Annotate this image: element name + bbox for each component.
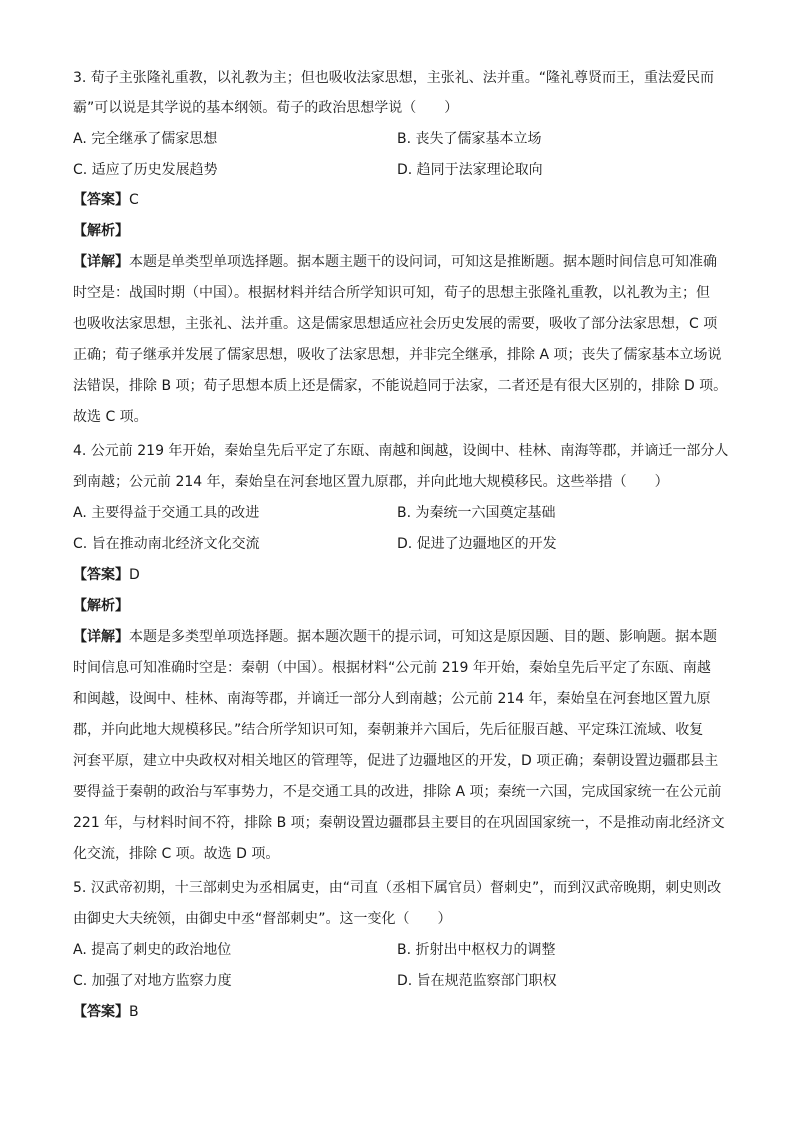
q3-detail-line-3: 也吸收法家思想，主张礼、法并重。这是儒家思想适应社会历史发展的需要，吸收了部分法家思想，C 项 (73, 316, 718, 332)
q3-detail-tag: 【详解】 (73, 254, 129, 270)
q5-stem-line-2: 由御史大夫统领，由御史中丞“督部刺史”。这一变化（ ） (73, 911, 452, 927)
q4-detail-text-1: 本题是多类型单项选择题。据本题次题干的提示词，可知这是原因题、目的题、影响题。据本题 (129, 629, 717, 645)
q4-analysis-tag: 【解析】 (73, 598, 129, 614)
q5-option-b: B. 折射出中枢权力的调整 (397, 942, 556, 958)
q4-analysis-tag-line (73, 596, 733, 616)
q5-answer-value: B (129, 1004, 139, 1020)
q4-answer-line (73, 565, 733, 585)
q4-option-d: D. 促进了边疆地区的开发 (397, 536, 557, 552)
q3-answer-value: C (129, 192, 139, 208)
q3-detail-text-1: 本题是单类型单项选择题。据本题主题干的设问词，可知这是推断题。据本题时间信息可知准确 (129, 254, 717, 270)
q4-detail-line-5: 河套平原，建立中央政权对相关地区的管理等，促进了边疆地区的开发，D 项正确；秦朝设置边疆郡县主 (73, 753, 719, 769)
q3-option-d: D. 趋同于法家理论取向 (397, 162, 543, 178)
q5-stem-line-1: 5. 汉武帝初期，十三部刺史为丞相属吏，由“司直（丞相下属官员）督刺史”，而到汉武帝晚期，刺史则改 (73, 880, 722, 896)
q3-option-c: C. 适应了历史发展趋势 (73, 162, 218, 178)
q4-detail-line-2: 时间信息可知准确时空是：秦朝（中国）。根据材料“公元前 219 年开始，秦始皇先后平定了东瓯、南越 (73, 660, 711, 676)
q4-option-b: B. 为秦统一六国奠定基础 (397, 505, 556, 521)
q5-option-a: A. 提高了刺史的政治地位 (73, 942, 232, 958)
q3-answer-line (73, 190, 733, 210)
q4-detail-line-7: 221 年，与材料时间不符，排除 B 项；秦朝设置边疆郡县主要目的在巩固国家统一，不是推动南北经济文 (73, 815, 725, 831)
q4-detail-tag: 【详解】 (73, 629, 129, 645)
q3-stem-line-2: 霸”可以说是其学说的基本纲领。荀子的政治思想学说（ ） (73, 100, 459, 116)
q3-detail-line-5: 法错误，排除 B 项；荀子思想本质上还是儒家，不能说趋同于法家，二者还是有很大区别的，排除 D 项。 (73, 378, 728, 394)
q3-detail-line-1 (73, 252, 733, 272)
q3-option-b: B. 丧失了儒家基本立场 (397, 131, 542, 147)
q4-option-a: A. 主要得益于交通工具的改进 (73, 505, 260, 521)
q3-detail-line-2: 时空是：战国时期（中国）。根据材料并结合所学知识可知，荀子的思想主张隆礼重教，以礼教为主；但 (73, 285, 710, 301)
q3-analysis-tag: 【解析】 (73, 223, 129, 239)
q4-detail-line-4: 郡，并向此地大规模移民。”结合所学知识可知，秦朝兼并六国后，先后征服百越、平定珠江流域、收复 (73, 722, 704, 738)
q4-stem-line-2: 到南越；公元前 214 年，秦始皇在河套地区置九原郡，并向此地大规模移民。这些举措（ ） (73, 474, 669, 490)
q4-stem-line-1: 4. 公元前 219 年开始，秦始皇先后平定了东瓯、南越和闽越，设闽中、桂林、南海等郡，并谪迁一部分人 (73, 443, 729, 459)
q3-detail-line-6: 故选 C 项。 (73, 409, 148, 425)
q5-option-d: D. 旨在规范监察部门职权 (397, 973, 557, 989)
q3-detail-line-4: 正确；荀子继承并发展了儒家思想，吸收了法家思想，并非完全继承，排除 A 项；丧失了儒家基本立场说 (73, 347, 722, 363)
q3-analysis-tag-line (73, 221, 733, 241)
q5-answer-line (73, 1002, 733, 1022)
q4-detail-line-1 (73, 627, 733, 647)
q4-answer-tag: 【答案】 (73, 567, 129, 583)
q5-option-c: C. 加强了对地方监察力度 (73, 973, 232, 989)
q4-answer-value: D (129, 567, 140, 583)
q3-answer-tag: 【答案】 (73, 192, 129, 208)
q4-option-c: C. 旨在推动南北经济文化交流 (73, 536, 260, 552)
q4-detail-line-6: 要得益于秦朝的政治与军事势力，不是交通工具的改进，排除 A 项；秦统一六国，完成国家统一在公元前 (73, 784, 722, 800)
q3-stem-line-1: 3. 荀子主张隆礼重教，以礼教为主；但也吸收法家思想，主张礼、法并重。“隆礼尊贤而王，重法爱民而 (73, 70, 715, 86)
q3-option-a: A. 完全继承了儒家思想 (73, 131, 218, 147)
q4-detail-line-8: 化交流，排除 C 项。故选 D 项。 (73, 846, 280, 862)
q5-answer-tag: 【答案】 (73, 1004, 129, 1020)
q4-detail-line-3: 和闽越，设闽中、桂林、南海等郡，并谪迁一部分人到南越；公元前 214 年，秦始皇在河套地区置九原 (73, 691, 711, 707)
